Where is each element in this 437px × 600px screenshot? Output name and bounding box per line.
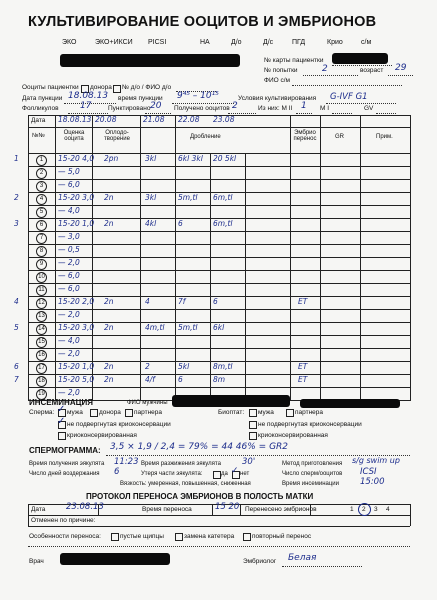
husband-fio-label: ФИО мужчины — [127, 400, 168, 406]
header-assessment[interactable]: Оценка ооцита — [63, 130, 85, 142]
oocyte-assessment[interactable]: — 4,0 — [58, 336, 80, 345]
oocyte-assessment[interactable]: — 2,0 — [58, 349, 80, 358]
cleavage-day-4[interactable]: 6 — [178, 375, 183, 384]
oocyte-assessment[interactable]: 15-20 4,0 — [58, 154, 95, 163]
redacted-name — [60, 54, 240, 67]
header-fertilization[interactable]: Оплодо-творение — [104, 130, 130, 142]
cleavage-day-5[interactable]: 8m — [213, 375, 226, 384]
loss-yes-option: да — [221, 471, 228, 477]
repeat-transfer-option: повторный перенос — [252, 533, 312, 540]
biopsy-cryo-option: криоконсервированная — [258, 432, 328, 439]
row-margin-number[interactable]: 6 — [14, 362, 19, 371]
row-number[interactable]: 6 — [36, 220, 47, 231]
table-rule[interactable] — [290, 115, 291, 401]
age-label: возраст — [360, 67, 384, 74]
table-rule[interactable] — [28, 257, 410, 258]
puncture-date-value: 18.08.13 — [68, 91, 109, 101]
table-rule[interactable] — [245, 153, 246, 401]
spermogram-title: СПЕРМОГРАММА: — [29, 446, 101, 455]
sperm-label: Сперма: — [29, 409, 55, 416]
table-rule[interactable] — [140, 115, 141, 401]
cleavage-day-3[interactable]: 4 — [145, 297, 150, 306]
abstinence-label: Число дней воздержания — [29, 471, 100, 477]
cleavage-day-4[interactable]: 5m,tl — [178, 323, 198, 332]
oocyte-assessment[interactable]: — 5,0 — [58, 167, 80, 176]
method-option[interactable]: НА — [200, 39, 210, 46]
table-rule[interactable] — [28, 283, 410, 284]
doctor-label: Врач — [29, 558, 44, 565]
husband-option: мужа — [67, 409, 83, 416]
row-margin-number[interactable]: 2 — [14, 193, 19, 202]
row-margin-number[interactable]: 4 — [14, 297, 19, 306]
row-number[interactable]: 14 — [36, 324, 47, 335]
features-label: Особенности переноса: — [29, 533, 101, 540]
transferred-option[interactable]: 3 — [374, 506, 378, 513]
row-margin-number[interactable]: 3 — [14, 219, 19, 228]
catheter-change-checkbox[interactable] — [175, 533, 183, 541]
m2-value: 1 — [301, 101, 307, 111]
row-number[interactable]: 4 — [36, 194, 47, 205]
cleavage-day-3[interactable]: 3kl — [145, 193, 157, 202]
puncture-date-label: Дата пункции — [22, 95, 63, 102]
spermogram-value: 3,5 × 1,9 / 2,4 = 79% = 44 46% = GR2 — [110, 442, 289, 452]
date-cell[interactable]: 20.08 — [95, 115, 117, 124]
table-rule[interactable] — [28, 166, 410, 167]
date-cell[interactable]: 21.08 — [143, 115, 165, 124]
prep-method-value: s/g swim up — [352, 456, 400, 465]
table-rule[interactable] — [28, 115, 29, 401]
obtained-time-value: 11:23 — [114, 457, 139, 467]
cleavage-day-3[interactable]: 4m,tl — [145, 323, 165, 332]
transfer-time-value: 15 20 — [215, 502, 240, 512]
method-option[interactable]: ЭКО+ИКСИ — [95, 39, 133, 46]
row-number[interactable]: 10 — [36, 272, 47, 283]
fertilization-value[interactable]: 2n — [104, 193, 114, 202]
protocol-title: ПРОТОКОЛ ПЕРЕНОСА ЭМБРИОНОВ В ПОЛОСТЬ МАТКИ — [86, 492, 314, 501]
gv-label: GV — [364, 105, 374, 112]
loss-label: Утеря части эякулята: — [141, 471, 203, 477]
protocol-date-value: 23.08.13 — [66, 502, 104, 512]
not-cryo-check-mark: ✓ — [57, 416, 66, 427]
cleavage-day-5[interactable]: 6m,tl — [213, 193, 233, 202]
cleavage-day-3[interactable]: 2 — [145, 362, 150, 371]
puncture-time-label: время пункции — [118, 95, 163, 102]
cleavage-day-4[interactable]: 5kl — [178, 362, 190, 371]
fertilization-value[interactable]: 2n — [104, 375, 114, 384]
date-cell[interactable]: 23.08 — [213, 115, 235, 124]
culture-value: G-IVF G1 — [330, 92, 368, 102]
row-number[interactable]: 17 — [36, 363, 47, 374]
punctured-value: 20 — [150, 101, 162, 111]
redacted-card — [332, 53, 388, 64]
row-number[interactable]: 5 — [36, 207, 47, 218]
insemination-time-label: Время инсеминации — [282, 481, 339, 487]
sperm-donor-checkbox[interactable] — [90, 409, 98, 417]
oocyte-assessment[interactable]: 15-20 1,0 — [58, 219, 95, 228]
puncture-time-value: 9⁴⁵ – 10¹⁵ — [177, 91, 219, 101]
donor-number-label: № д/о / ФИО д/о — [122, 84, 172, 91]
date-row-label[interactable]: Дата — [31, 117, 46, 124]
cleavage-day-3[interactable]: 4/f — [145, 375, 155, 384]
abstinence-value: 6 — [114, 467, 120, 477]
row-number[interactable]: 19 — [36, 389, 47, 400]
oocyte-assessment[interactable]: — 4,0 — [58, 206, 80, 215]
oocyte-assessment[interactable]: 15-20 3,0 — [58, 323, 95, 332]
oocytes-label: Ооциты пациентки — [22, 84, 79, 91]
method-option[interactable]: Д/с — [263, 39, 274, 46]
biopsy-partner-checkbox[interactable] — [286, 409, 294, 417]
redacted-husband-extra — [300, 399, 400, 408]
oocyte-assessment[interactable]: 15-20 3,0 — [58, 193, 95, 202]
cleavage-day-3[interactable]: 3kl — [145, 154, 157, 163]
fertilization-value[interactable]: 2n — [104, 219, 114, 228]
oocyte-assessment[interactable]: — 3,0 — [58, 232, 80, 241]
row-number[interactable]: 9 — [36, 259, 47, 270]
biopsy-partner-option: партнера — [295, 409, 324, 416]
not-cryo-option: не подвергнутая криоконсервации — [67, 421, 171, 428]
row-margin-number[interactable]: 1 — [14, 154, 19, 163]
insemination-title: ИНСЕМИНАЦИЯ — [29, 398, 93, 407]
cleavage-day-5[interactable]: 8m,tl — [213, 362, 233, 371]
method-option[interactable]: Д/о — [231, 39, 242, 46]
empty-tweezers-checkbox[interactable] — [111, 533, 119, 541]
transferred-label: Перенесено эмбрионов — [245, 506, 317, 513]
table-rule[interactable] — [28, 231, 410, 232]
transfer-mark[interactable]: ET — [298, 297, 308, 306]
cleavage-day-3[interactable]: 4kl — [145, 219, 157, 228]
fertilization-value[interactable]: 2n — [104, 297, 114, 306]
transfer-time-label: Время переноса — [142, 506, 192, 513]
row-number[interactable]: 7 — [36, 233, 47, 244]
method-option[interactable]: ПГД — [292, 39, 306, 46]
oocyte-assessment[interactable]: — 0,5 — [58, 245, 80, 254]
selected-count-circle[interactable] — [358, 503, 371, 516]
header-gr[interactable]: GR — [335, 134, 344, 140]
cryo-checkbox[interactable] — [58, 432, 66, 440]
method-option[interactable]: Крио — [327, 39, 343, 46]
oocyte-assessment[interactable]: — 2,0 — [58, 388, 80, 397]
header-num[interactable]: №№ — [32, 133, 45, 139]
sperm-per-oocyte-label: Число сперм/ооцитов — [282, 471, 343, 477]
culture-label: Условия культивирования — [238, 95, 317, 102]
table-rule[interactable] — [410, 115, 411, 401]
redacted-doctor — [60, 553, 170, 565]
viscosity-label: Вязкость: умеренная, повышенная, сниженная — [120, 481, 251, 487]
oocyte-assessment[interactable]: — 6,0 — [58, 271, 80, 280]
loss-no-check-mark: ✓ — [231, 466, 239, 476]
fertilization-value[interactable]: 2pn — [104, 154, 119, 163]
table-rule[interactable] — [28, 309, 410, 310]
of-them-label: Из них: M II — [258, 105, 293, 112]
oocyte-assessment[interactable]: — 2,0 — [58, 258, 80, 267]
method-option[interactable]: PICSI — [148, 39, 167, 46]
table-rule[interactable] — [55, 115, 56, 401]
biopsy-husband-option: мужа — [258, 409, 274, 416]
method-option[interactable]: с/м — [361, 39, 372, 46]
date-cell[interactable]: 18.08.13 — [58, 115, 92, 124]
follicles-label: Фолликулов — [22, 105, 59, 112]
oocyte-assessment[interactable]: 15-20 1,0 — [58, 362, 95, 371]
row-margin-number[interactable]: 7 — [14, 375, 19, 384]
cleavage-day-4[interactable]: 6kl 3kl — [178, 154, 203, 163]
row-number[interactable]: 11 — [36, 285, 47, 296]
row-number[interactable]: 16 — [36, 350, 47, 361]
row-number[interactable]: 1 — [36, 155, 47, 166]
row-margin-number[interactable]: 5 — [14, 323, 19, 332]
table-rule[interactable] — [28, 244, 410, 245]
insemination-time-value: 15:00 — [360, 477, 385, 487]
table-rule[interactable] — [28, 387, 410, 388]
husband-check-mark: ✓ — [57, 404, 66, 415]
age-value: 29 — [395, 63, 407, 73]
table-rule[interactable] — [28, 270, 410, 271]
biopsy-not-cryo-checkbox[interactable] — [249, 421, 257, 429]
biopsy-not-cryo-option: не подвергнутая криоконсервации — [258, 421, 362, 428]
table-rule[interactable] — [28, 179, 410, 180]
cleavage-day-5[interactable]: 6m,tl — [213, 219, 233, 228]
table-rule[interactable] — [360, 115, 361, 401]
oocyte-assessment[interactable]: 15-20 5,0 — [58, 375, 95, 384]
oocyte-assessment[interactable]: — 2,0 — [58, 310, 80, 319]
obtained-label: Получено ооцитов — [174, 105, 230, 112]
catheter-change-option: замена катетера — [184, 533, 235, 540]
loss-no-option: нет — [240, 471, 250, 477]
donor-checkbox[interactable] — [113, 85, 121, 93]
table-rule[interactable] — [28, 205, 410, 206]
oocyte-assessment[interactable]: — 6,0 — [58, 284, 80, 293]
attempt-value: 2 — [322, 64, 328, 74]
table-rule[interactable] — [175, 115, 176, 401]
fio-sm-label: ФИО с/м — [264, 77, 290, 84]
obtained-time-label: Время получения эякулята — [29, 461, 105, 467]
m1-label: M I — [320, 105, 330, 112]
card-number-label: № карты пациентки — [264, 57, 324, 64]
partner-option: партнера — [134, 409, 163, 416]
row-number[interactable]: 8 — [36, 246, 47, 257]
table-rule[interactable] — [28, 348, 410, 349]
prep-method-label: Метод приготовления — [282, 461, 343, 467]
oocyte-assessment[interactable]: 15-20 2,0 — [58, 297, 95, 306]
row-number[interactable]: 12 — [36, 298, 47, 309]
partner-checkbox[interactable] — [125, 409, 133, 417]
fertilization-value[interactable]: 2n — [104, 323, 114, 332]
table-rule[interactable] — [210, 153, 211, 401]
cancel-label: Отменен по причине: — [31, 517, 96, 524]
protocol-date-label: Дата — [31, 506, 46, 513]
cryo-option: криоконсервированная — [67, 432, 137, 439]
empty-tweezers-option: пустые щипцы — [120, 533, 164, 540]
biopsy-husband-checkbox[interactable] — [249, 409, 257, 417]
biopsy-cryo-checkbox[interactable] — [249, 432, 257, 440]
cleavage-day-5[interactable]: 6kl — [213, 323, 225, 332]
transferred-option[interactable]: 4 — [386, 506, 390, 513]
oocyte-assessment[interactable]: — 6,0 — [58, 180, 80, 189]
fertilization-value[interactable]: 2n — [104, 362, 114, 371]
form-title: КУЛЬТИВИРОВАНИЕ ООЦИТОВ И ЭМБРИОНОВ — [28, 14, 377, 30]
liquefaction-value: 30' — [242, 457, 256, 467]
row-number[interactable]: 18 — [36, 376, 47, 387]
row-number[interactable]: 2 — [36, 168, 47, 179]
transferred-option[interactable]: 1 — [350, 506, 354, 513]
header-cleavage[interactable]: Дробление — [190, 134, 221, 140]
punctured-label: Пунктировано — [108, 105, 151, 112]
method-option[interactable]: ЭКО — [62, 39, 77, 46]
redacted-husband-name — [172, 395, 290, 407]
sperm-per-oocyte-value: ICSI — [360, 467, 377, 477]
cleavage-day-5[interactable]: 6 — [213, 297, 218, 306]
table-rule[interactable] — [28, 335, 410, 336]
row-number[interactable]: 13 — [36, 311, 47, 322]
sperm-donor-option: донора — [99, 409, 121, 416]
cleavage-day-4[interactable]: 6 — [178, 219, 183, 228]
follicles-value: 17 — [80, 101, 92, 111]
table-rule[interactable] — [320, 115, 321, 401]
cleavage-day-4[interactable]: 7f — [178, 297, 186, 306]
row-number[interactable]: 15 — [36, 337, 47, 348]
embryologist-label: Эмбриолог — [243, 558, 277, 565]
cleavage-day-4[interactable]: 5m,tl — [178, 193, 198, 202]
obtained-value: 2 — [232, 101, 238, 111]
transferred-option[interactable]: 2 — [362, 506, 366, 513]
header-notes[interactable]: Прим. — [376, 134, 393, 140]
transfer-mark[interactable]: ET — [298, 362, 308, 371]
loss-yes-checkbox[interactable] — [213, 471, 221, 479]
embryologist-signature: Белая — [288, 553, 317, 563]
date-cell[interactable]: 22.08 — [178, 115, 200, 124]
attempt-label: № попытки — [264, 67, 298, 74]
table-rule[interactable] — [28, 127, 410, 128]
header-transfer[interactable]: Эмбрио перенос — [293, 130, 317, 142]
repeat-transfer-checkbox[interactable] — [243, 533, 251, 541]
liquefaction-label: Время разжижения эякулята — [141, 461, 221, 467]
biopsy-label: Биоптат: — [218, 409, 245, 416]
transfer-mark[interactable]: ET — [298, 375, 308, 384]
donor-label: донора — [90, 84, 112, 91]
cleavage-day-5[interactable]: 20 5kl — [213, 154, 237, 163]
row-number[interactable]: 3 — [36, 181, 47, 192]
